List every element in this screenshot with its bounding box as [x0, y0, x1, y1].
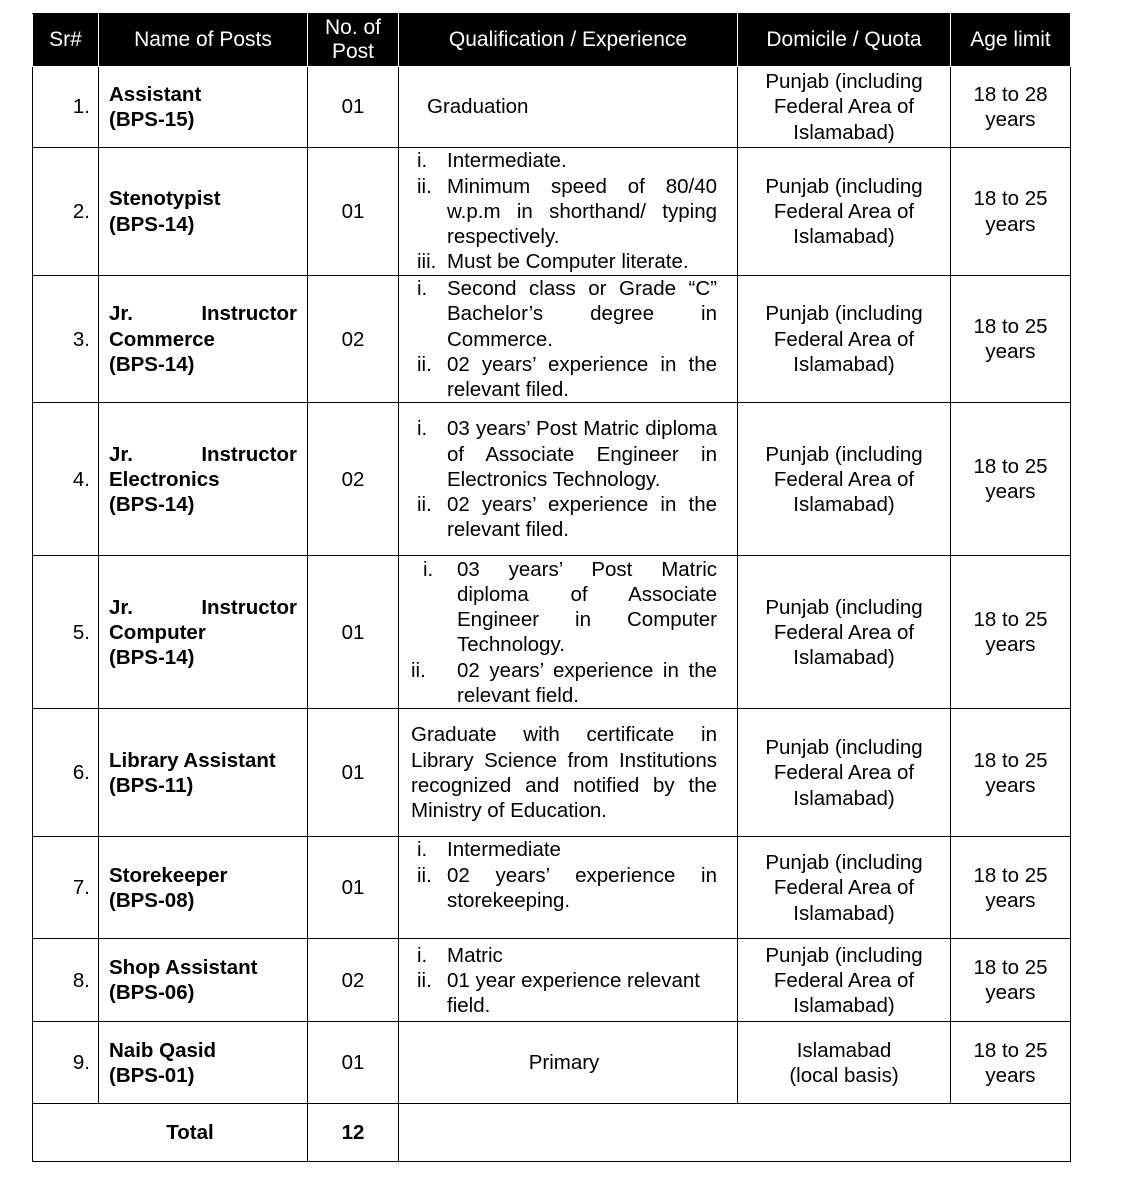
- qualification: i. Intermediate ii. 02 years’ experience in storekeeping.: [399, 837, 738, 939]
- post-name: Jr. Instructor Commerce (BPS-14): [99, 276, 308, 403]
- post-name: Naib Qasid (BPS-01): [99, 1022, 308, 1104]
- header-no-of-post: No. of Post: [308, 14, 399, 67]
- post-name: Stenotypist (BPS-14): [99, 148, 308, 276]
- age-limit: 18 to 28 years: [951, 67, 1071, 148]
- post-count: 01: [308, 1022, 399, 1104]
- age-limit: 18 to 25 years: [951, 148, 1071, 276]
- table-row: [33, 837, 1071, 939]
- row-sr: 6.: [33, 709, 99, 837]
- domicile: Punjab (including Federal Area of Islamabad): [738, 709, 951, 837]
- table-row: [33, 709, 1071, 837]
- total-value: 12: [308, 1104, 399, 1162]
- age-limit: 18 to 25 years: [951, 837, 1071, 939]
- table-row: [33, 403, 1071, 556]
- post-count: 01: [308, 837, 399, 939]
- qualification: i. 03 years’ Post Matric diploma of Associate Engineer in Electronics Technology. ii. 02 years’ experience in the relevant filed.: [399, 403, 738, 556]
- age-limit: 18 to 25 years: [951, 709, 1071, 837]
- post-count: 02: [308, 276, 399, 403]
- post-name: Storekeeper (BPS-08): [99, 837, 308, 939]
- post-count: 01: [308, 556, 399, 709]
- domicile: Punjab (including Federal Area of Islamabad): [738, 837, 951, 939]
- domicile: Punjab (including Federal Area of Islamabad): [738, 403, 951, 556]
- total-row: [33, 1104, 1071, 1162]
- row-sr: 8.: [33, 939, 99, 1022]
- qualification: i. Second class or Grade “C” Bachelor’s degree in Commerce. ii. 02 years’ experience in the relevant filed.: [399, 276, 738, 403]
- table-row: [33, 556, 1071, 709]
- post-count: 02: [308, 939, 399, 1022]
- post-name: Assistant (BPS-15): [99, 67, 308, 148]
- domicile: Punjab (including Federal Area of Islamabad): [738, 939, 951, 1022]
- row-sr: 9.: [33, 1022, 99, 1104]
- header-row: [33, 14, 1071, 67]
- domicile: Punjab (including Federal Area of Islamabad): [738, 148, 951, 276]
- row-sr: 1.: [33, 67, 99, 148]
- row-sr: 3.: [33, 276, 99, 403]
- age-limit: 18 to 25 years: [951, 556, 1071, 709]
- header-name: Name of Posts: [99, 14, 308, 67]
- header-sr: Sr#: [33, 14, 99, 67]
- table-row: [33, 67, 1071, 148]
- post-name: Jr. Instructor Computer (BPS-14): [99, 556, 308, 709]
- domicile: Islamabad (local basis): [738, 1022, 951, 1104]
- header-age: Age limit: [951, 14, 1071, 67]
- qualification: Primary: [399, 1022, 738, 1104]
- post-name: Shop Assistant (BPS-06): [99, 939, 308, 1022]
- domicile: Punjab (including Federal Area of Islamabad): [738, 556, 951, 709]
- row-sr: 5.: [33, 556, 99, 709]
- total-empty-cell: [399, 1104, 1071, 1162]
- post-name: Library Assistant (BPS-11): [99, 709, 308, 837]
- posts-table: [32, 13, 1071, 1162]
- table-row: [33, 276, 1071, 403]
- qualification: Graduation: [399, 67, 738, 148]
- row-sr: 4.: [33, 403, 99, 556]
- row-sr: 7.: [33, 837, 99, 939]
- age-limit: 18 to 25 years: [951, 1022, 1071, 1104]
- age-limit: 18 to 25 years: [951, 939, 1071, 1022]
- qualification: i. 03 years’ Post Matric diploma of Associate Engineer in Computer Technology. ii. 02 years’ experience in the relevant field.: [399, 556, 738, 709]
- post-count: 01: [308, 148, 399, 276]
- post-count: 02: [308, 403, 399, 556]
- age-limit: 18 to 25 years: [951, 403, 1071, 556]
- header-qualification: Qualification / Experience: [399, 14, 738, 67]
- post-count: 01: [308, 67, 399, 148]
- domicile: Punjab (including Federal Area of Islamabad): [738, 276, 951, 403]
- total-label: Total: [33, 1104, 308, 1162]
- domicile: Punjab (including Federal Area of Islamabad): [738, 67, 951, 148]
- table-row: [33, 939, 1071, 1022]
- post-name: Jr. Instructor Electronics (BPS-14): [99, 403, 308, 556]
- qualification: i. Intermediate. ii. Minimum speed of 80/40 w.p.m in shorthand/ typing respectively. iii. Must be Computer literate.: [399, 148, 738, 276]
- age-limit: 18 to 25 years: [951, 276, 1071, 403]
- row-sr: 2.: [33, 148, 99, 276]
- qualification: Graduate with certificate in Library Science from Institutions recognized and notified by the Ministry of Education.: [399, 709, 738, 837]
- post-count: 01: [308, 709, 399, 837]
- qualification: i. Matric ii. 01 year experience relevant field.: [399, 939, 738, 1022]
- table-row: [33, 148, 1071, 276]
- table-row: [33, 1022, 1071, 1104]
- header-domicile: Domicile / Quota: [738, 14, 951, 67]
